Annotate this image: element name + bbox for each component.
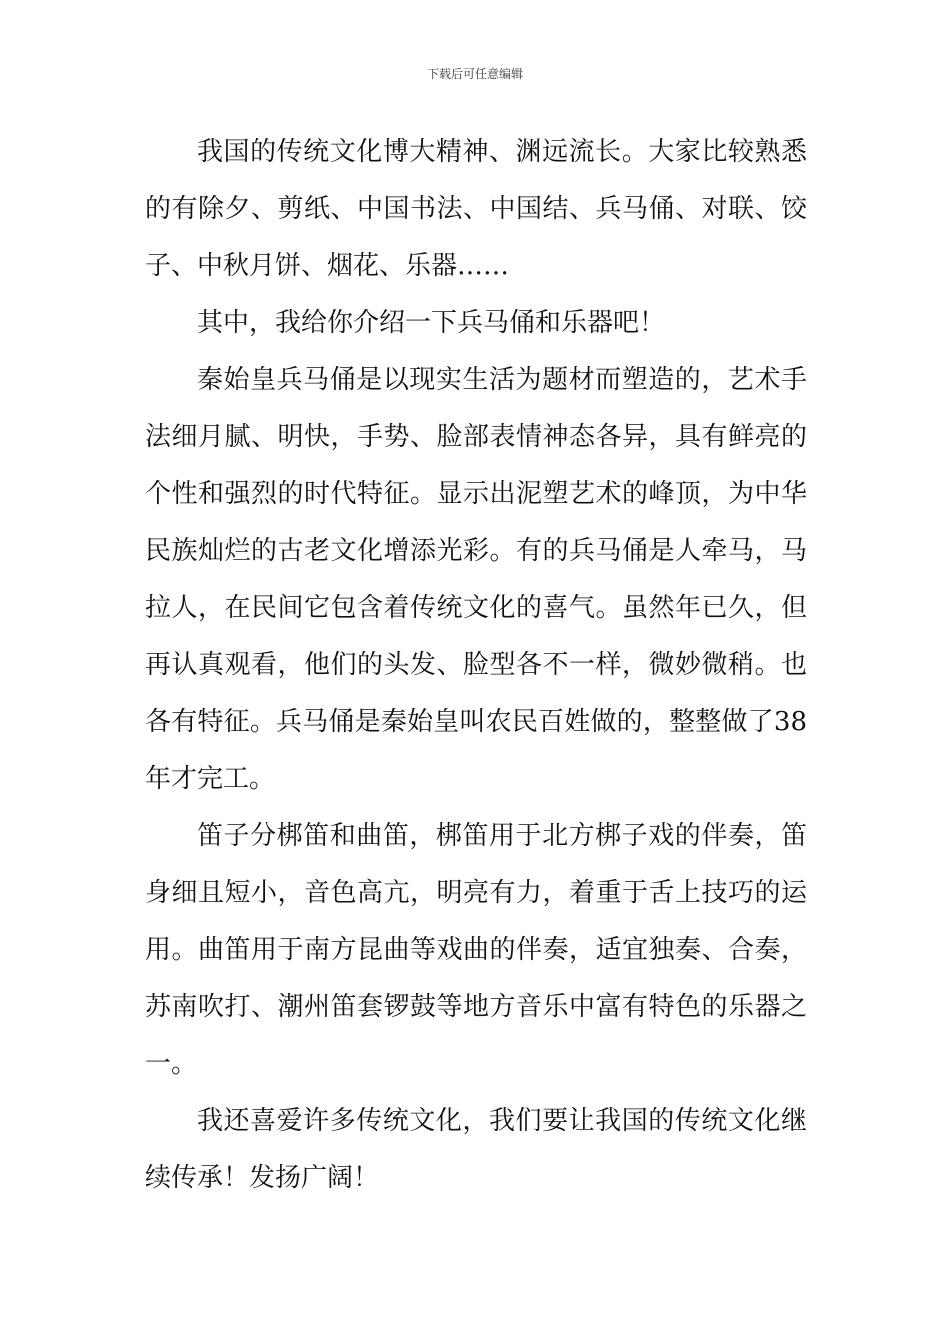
paragraph-terracotta-warriors: 秦始皇兵马俑是以现实生活为题材而塑造的，艺术手法细月腻、明快，手势、脸部表情神态各异，具有鲜亮的个性和强烈的时代特征。显示出泥塑艺术的峰顶，为中华民族灿烂的古老文化增添光彩。有的兵马俑是人牵马，马拉人，在民间它包含着传统文化的喜气。虽然年已久，但再认真观看，他们的头发、脸型各不一样，微妙微稍。也各有特征。兵马俑是秦始皇叫农民百姓做的，整整做了38年才完工。 <box>145 365 807 794</box>
paragraph-intro: 我国的传统文化博大精神、渊远流长。大家比较熟悉的有除夕、剪纸、中国书法、中国结、兵马俑、对联、饺子、中秋月饼、烟花、乐器…… <box>145 137 807 281</box>
paragraph-transition: 其中，我给你介绍一下兵马俑和乐器吧！ <box>197 308 666 338</box>
paragraph-flute: 笛子分梆笛和曲笛，梆笛用于北方梆子戏的伴奏，笛身细且短小，音色高亢，明亮有力，着重于舌上技巧的运用。曲笛用于南方昆曲等戏曲的伴奏，适宜独奏、合奏，苏南吹打、潮州笛套锣鼓等地方音乐中富有特色的乐器之一。 <box>145 821 807 1079</box>
document-body <box>145 124 807 1207</box>
page-header-note: 下载后可任意编辑 <box>426 67 523 81</box>
paragraph-conclusion: 我还喜爱许多传统文化，我们要让我国的传统文化继续传承！发扬广阔！ <box>145 1106 807 1193</box>
